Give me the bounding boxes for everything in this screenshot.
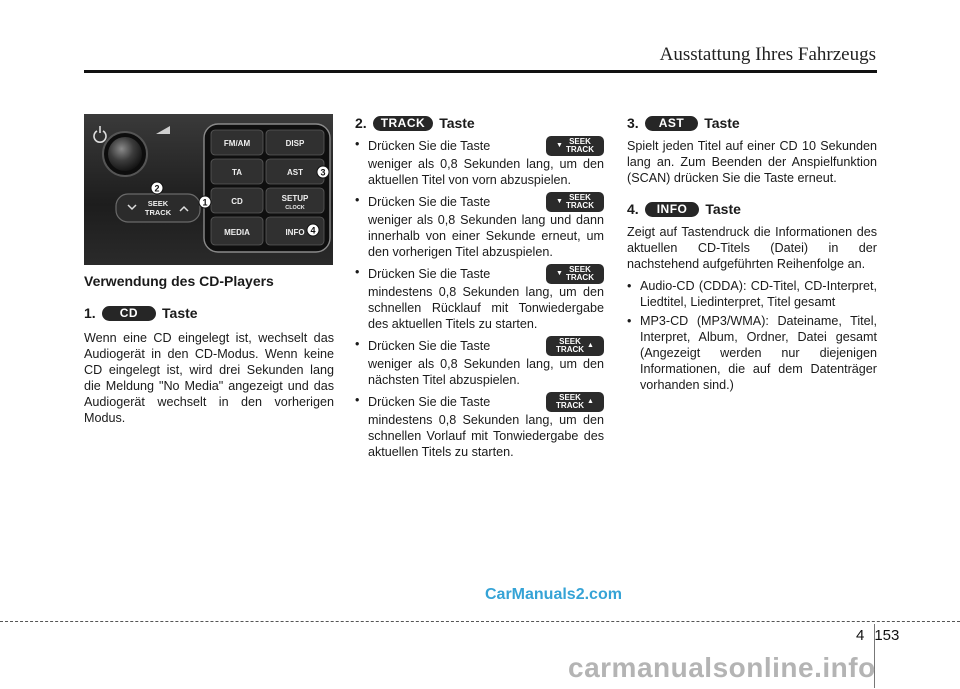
bullet-rest: weniger als 0,8 Sekunden lang und dann innerhalb von einer Sekunde erneut, um den vorherigen Titel abzuspielen. — [368, 213, 604, 259]
btn-fm-am-label: FM/AM — [223, 139, 251, 148]
volume-knob — [108, 137, 142, 171]
info-paragraph: Zeigt auf Tastendruck die Informationen des aktuellen CD-Titels (Datei) in der nachstehend aufgeführten Reihenfolge an. — [627, 225, 877, 271]
bullet-lead: • Drücken Sie die Taste — [368, 195, 491, 209]
bullet-rest: mindestens 0,8 Sekunden lang, um den schnellen Rücklauf mit Tonwiedergabe des aktuellen Titels zu starten. — [368, 285, 604, 331]
seek-up-button-icon: SEEK TRACK ▲ — [546, 336, 604, 356]
info-button-badge: INFO — [645, 202, 700, 217]
header-rule — [84, 70, 877, 73]
bullet-lead: • Drücken Sie die Taste — [368, 139, 491, 153]
ast-paragraph: Spielt jeden Titel auf einer CD 10 Sekunden lang an. Zum Beenden der Anspielfunktion (SCAN) drücken Sie die Taste erneut. — [627, 139, 877, 185]
bullet-rest: mindestens 0,8 Sekunden lang, um den schnellen Vorlauf mit Tonwiedergabe des aktuellen Titels zu starten. — [368, 413, 604, 459]
list-item — [355, 264, 604, 332]
heading-number: 3. — [627, 115, 639, 131]
cd-paragraph: Wenn eine CD eingelegt ist, wechselt das Audiogerät in den CD-Modus. Wenn keine CD eingelegt ist, wird drei Sekunden lang die Meldung "No Media" angezeigt und das Audiogerät wechselt in den vorherigen Modus. — [84, 331, 334, 425]
running-header: Ausstattung Ihres Fahrzeugs — [659, 44, 876, 65]
heading-word: Taste — [439, 115, 475, 131]
heading-ast-taste — [627, 114, 877, 132]
seek-down-button-icon: ▼ SEEK TRACK — [546, 192, 604, 212]
watermark-carmanuals2: CarManuals2.com — [485, 586, 622, 603]
track-label: TRACK — [565, 145, 594, 154]
seek-up-button-icon: SEEK TRACK ▲ — [546, 392, 604, 412]
btn-ta-label: TA — [231, 168, 243, 177]
footer-rule — [0, 621, 960, 622]
rocker-track-label: TRACK — [144, 208, 172, 217]
rocker-seek-label: SEEK — [147, 199, 169, 208]
list-item — [355, 392, 604, 460]
cd-button-badge: CD — [102, 306, 156, 321]
seek-down-button-icon: ▼ SEEK TRACK — [546, 264, 604, 284]
heading-number: 1. — [84, 305, 96, 321]
track-button-badge: TRACK — [373, 116, 434, 131]
heading-word: Taste — [704, 115, 740, 131]
track-bullet-list — [355, 136, 604, 460]
page-number-value: 153 — [874, 627, 900, 644]
callout-1: 1 — [202, 197, 208, 208]
section-title: Verwendung des CD-Players — [84, 273, 274, 289]
track-label: TRACK — [565, 273, 594, 282]
seek-label: SEEK — [559, 393, 581, 402]
track-label: TRACK — [556, 345, 585, 354]
seek-label: SEEK — [559, 337, 581, 346]
chapter-number: 4 — [856, 627, 865, 644]
column-3 — [627, 114, 877, 393]
bullet-rest: weniger als 0,8 Sekunden lang, um den nächsten Titel abzuspielen. — [368, 357, 604, 387]
seek-label: SEEK — [569, 265, 591, 274]
track-label: TRACK — [556, 401, 585, 410]
heading-info-taste — [627, 200, 877, 218]
radio-panel-figure — [84, 114, 333, 265]
list-item — [355, 192, 604, 260]
heading-number: 2. — [355, 115, 367, 131]
btn-setup-label: SETUP — [281, 194, 309, 203]
column-1 — [84, 272, 334, 426]
list-item: • Audio-CD (CDDA): CD-Titel, CD-Interpret, Liedtitel, Liedinterpret, Titel gesamt — [627, 278, 877, 310]
bullet-rest: weniger als 0,8 Sekunden lang, um den aktuellen Titel von vorn abzuspielen. — [368, 157, 604, 187]
btn-media-label: MEDIA — [224, 228, 250, 237]
btn-info-label: INFO — [285, 228, 305, 237]
heading-word: Taste — [705, 201, 741, 217]
ast-button-badge: AST — [645, 116, 699, 131]
btn-clock-label: CLOCK — [285, 205, 305, 211]
watermark-carmanualsonline: carmanualsonline.info — [568, 652, 876, 683]
seek-label: SEEK — [569, 193, 591, 202]
callout-2: 2 — [154, 183, 160, 194]
page-number — [856, 627, 899, 644]
btn-ast-label: AST — [287, 168, 303, 177]
column-2 — [355, 114, 604, 460]
callout-4: 4 — [310, 225, 316, 236]
bullet-lead: • Drücken Sie die Taste — [368, 339, 491, 353]
list-item: • MP3-CD (MP3/WMA): Dateiname, Titel, Interpret, Album, Ordner, Datei gesamt (Angezeigt werden nur diejenigen Informationen, die auf dem Datenträger vorhanden sind.) — [627, 313, 877, 393]
list-item — [355, 336, 604, 388]
bullet-lead: • Drücken Sie die Taste — [368, 395, 491, 409]
btn-cd-label: CD — [231, 197, 243, 206]
track-label: TRACK — [565, 201, 594, 210]
seek-label: SEEK — [569, 137, 591, 146]
bullet-lead: • Drücken Sie die Taste — [368, 267, 491, 281]
seek-down-button-icon: ▼ SEEK TRACK — [546, 136, 604, 156]
btn-disp-label: DISP — [285, 139, 305, 148]
heading-track-taste — [355, 114, 604, 132]
heading-number: 4. — [627, 201, 639, 217]
callout-3: 3 — [320, 167, 326, 178]
info-bullet-list — [627, 278, 877, 393]
list-item — [355, 136, 604, 188]
heading-word: Taste — [162, 305, 198, 321]
heading-cd-taste — [84, 304, 334, 322]
